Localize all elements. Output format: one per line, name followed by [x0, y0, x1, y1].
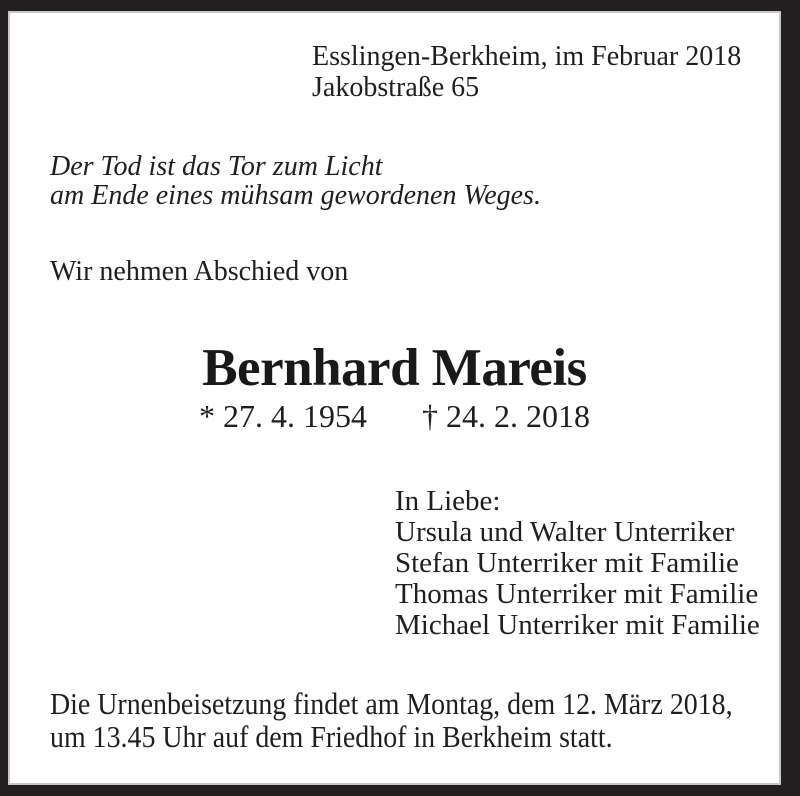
deceased-block — [10, 339, 779, 433]
epigraph-verse — [50, 152, 541, 210]
epigraph-line: am Ende eines mühsam gewordenen Weges. — [50, 180, 541, 211]
mourner-line: Thomas Unterriker mit Familie — [395, 578, 759, 610]
death-date: † 24. 2. 2018 — [422, 398, 590, 434]
mourner-line: Ursula und Walter Unterriker — [395, 516, 735, 548]
dateline-place-date: Esslingen-Berkheim, im Februar 2018 — [312, 41, 742, 72]
mourners-heading: In Liebe: — [395, 485, 501, 517]
funeral-line: Die Urnenbeisetzung findet am Montag, dem 12. März 2018, — [50, 686, 733, 721]
mourners-block — [395, 486, 760, 641]
dateline-street: Jakobstraße 65 — [312, 72, 480, 103]
farewell-intro: Wir nehmen Abschied von — [50, 256, 349, 287]
dateline — [312, 41, 741, 103]
notice-inner-area — [8, 11, 781, 785]
mourner-line: Stefan Unterriker mit Familie — [395, 547, 739, 579]
life-dates — [10, 399, 779, 433]
epigraph-line: Der Tod ist das Tor zum Licht — [50, 151, 383, 182]
birth-date: * 27. 4. 1954 — [199, 398, 367, 434]
funeral-line: um 13.45 Uhr auf dem Friedhof in Berkheim statt. — [50, 719, 613, 754]
funeral-details — [50, 687, 733, 753]
mourner-line: Michael Unterriker mit Familie — [395, 609, 760, 641]
deceased-name: Bernhard Mareis — [202, 339, 587, 397]
